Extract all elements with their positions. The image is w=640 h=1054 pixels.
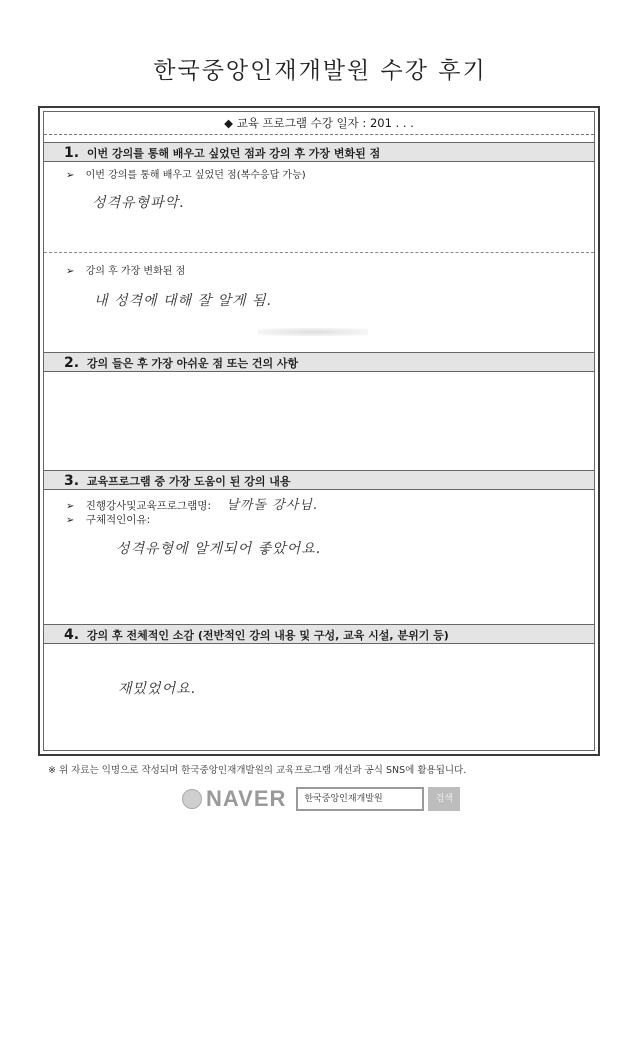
- section-3-item-1-label: 진행강사및교육프로그램명:: [85, 500, 211, 512]
- diamond-bullet-icon: ◆: [224, 116, 234, 130]
- review-form: [38, 106, 600, 756]
- section-1-item-2-label: 강의 후 가장 변화된 점: [85, 266, 186, 277]
- arrow-bullet-icon: ➢: [66, 170, 75, 181]
- arrow-bullet-icon: ➢: [66, 501, 75, 512]
- search-button[interactable]: 검색: [428, 787, 460, 811]
- section-1-item-2: [66, 262, 185, 277]
- page-title: 한국중앙인재개발원 수강 후기: [153, 58, 487, 84]
- section-4-answer: 재밌었어요.: [118, 681, 197, 697]
- section-3-item-2: [66, 512, 150, 527]
- section-1-heading: 이번 강의를 통해 배우고 싶었던 점과 강의 후 가장 변화된 점: [86, 147, 381, 160]
- arrow-bullet-icon: ➢: [66, 266, 75, 277]
- section-4-header: [44, 624, 594, 644]
- form-inner: [43, 111, 595, 751]
- section-3-item-2-label: 구체적인이유:: [85, 514, 151, 526]
- date-row: [44, 112, 594, 135]
- section-4-number: 4.: [64, 627, 80, 643]
- section-1-divider: [44, 252, 594, 253]
- scan-smudge: [258, 328, 368, 336]
- section-1-header: [44, 142, 594, 162]
- date-value: 201 . . .: [369, 116, 414, 130]
- section-4-heading: 강의 후 전체적인 소감 (전반적인 강의 내용 및 구성, 교육 시설, 분위기 등): [86, 629, 449, 642]
- section-3-item-1-answer: 날까돌 강사님.: [226, 498, 318, 513]
- section-2-number: 2.: [64, 355, 80, 371]
- naver-search-bar: [182, 786, 460, 812]
- section-1-item-2-answer: 내 성격에 대해 잘 알게 됨.: [94, 293, 272, 309]
- naver-logo: NAVER: [206, 786, 287, 811]
- section-2-header: [44, 352, 594, 372]
- section-3-item-2-answer: 성격유형에 알게되어 좋았어요.: [116, 541, 322, 557]
- search-input[interactable]: 한국중앙인재개발원: [296, 787, 424, 811]
- section-3-number: 3.: [64, 473, 80, 489]
- arrow-bullet-icon: ➢: [66, 515, 75, 526]
- naver-globe-icon: [182, 789, 202, 809]
- section-3-item-1: [66, 494, 318, 513]
- section-1-item-1: [66, 166, 306, 181]
- section-3-heading: 교육프로그램 중 가장 도움이 된 강의 내용: [86, 475, 291, 488]
- date-label: 교육 프로그램 수강 일자 :: [236, 116, 367, 130]
- section-1-item-1-label: 이번 강의를 통해 배우고 싶었던 점(복수응답 가능): [85, 170, 306, 181]
- section-1-number: 1.: [64, 145, 80, 161]
- footnote: ※ 위 자료는 익명으로 작성되며 한국중앙인재개발원의 교육프로그램 개선과 공식 SNS에 활용됩니다.: [48, 765, 467, 776]
- section-2-heading: 강의 들은 후 가장 아쉬운 점 또는 건의 사항: [86, 357, 299, 370]
- section-1-item-1-answer: 성격유형파악.: [92, 195, 185, 211]
- section-3-header: [44, 470, 594, 490]
